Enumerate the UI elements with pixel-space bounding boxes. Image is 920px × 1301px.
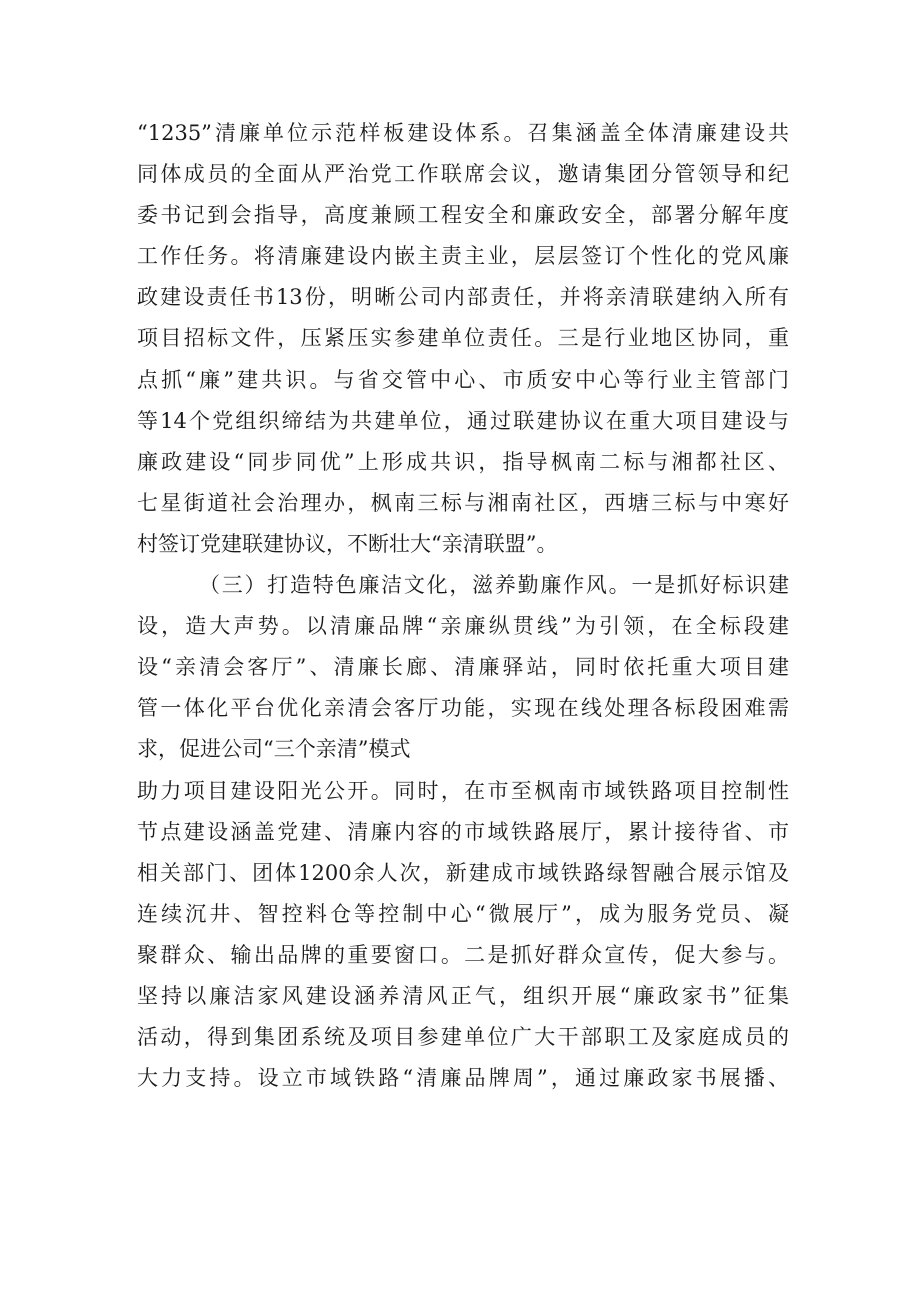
text-line: 设，造大声势。以清廉品牌“亲廉纵贯线”为引领，在全标段建 — [137, 614, 789, 639]
text-line: 廉政建设“同步同优”上形成共识，指导枫南二标与湘都社区、 — [137, 449, 789, 474]
text-line: 点抓“廉”建共识。与省交管中心、市质安中心等行业主管部门 — [137, 367, 789, 392]
text-line: 管一体化平台优化亲清会客厅功能，实现在线处理各标段困难需 — [137, 696, 789, 721]
text-line: 聚群众、输出品牌的重要窗口。二是抓好群众宣传，促大参与。 — [137, 942, 789, 967]
text-line: “1235”清廉单位示范样板建设体系。召集涵盖全体清廉建设共 — [137, 121, 789, 145]
body-text — [137, 113, 789, 1099]
text-line: 设“亲清会客厅”、清廉长廊、清廉驿站，同时依托重大项目建 — [137, 655, 789, 680]
text-line: 助力项目建设阳光公开。同时，在市至枫南市域铁路项目控制性 — [137, 778, 789, 803]
text-line: 工作任务。将清廉建设内嵌主责主业，层层签订个性化的党风廉 — [137, 244, 789, 269]
text-line: 坚持以廉洁家风建设涵养清风正气，组织开展“廉政家书”征集 — [137, 983, 789, 1008]
text-line: 连续沉井、智控料仓等控制中心“微展厅”，成为服务党员、凝 — [137, 901, 789, 926]
section-heading-line: （三）打造特色廉洁文化，滋养勤廉作风。一是抓好标识建 — [199, 573, 789, 598]
text-line: 同体成员的全面从严治党工作联席会议，邀请集团分管领导和纪 — [137, 162, 789, 187]
text-line: 等14个党组织缔结为共建单位，通过联建协议在重大项目建设与 — [137, 408, 789, 433]
text-line: 政建设责任书13份，明晰公司内部责任，并将亲清联建纳入所有 — [137, 285, 789, 310]
text-line: 项目招标文件，压紧压实参建单位责任。三是行业地区协同，重 — [137, 326, 789, 351]
text-line: 节点建设涵盖党建、清廉内容的市域铁路展厅，累计接待省、市 — [137, 819, 789, 844]
text-line: 委书记到会指导，高度兼顾工程安全和廉政安全，部署分解年度 — [137, 203, 789, 228]
text-line: 活动，得到集团系统及项目参建单位广大干部职工及家庭成员的 — [137, 1025, 789, 1050]
text-line: 相关部门、团体1200余人次，新建成市域铁路绿智融合展示馆及 — [137, 860, 789, 885]
text-line: 村签订党建联建协议，不断壮大“亲清联盟”。 — [137, 531, 558, 556]
text-line: 求，促进公司“三个亲清”模式 — [137, 737, 411, 762]
text-line: 大力支持。设立市域铁路“清廉品牌周”，通过廉政家书展播、 — [137, 1066, 789, 1091]
text-line: 七星街道社会治理办，枫南三标与湘南社区，西塘三标与中寒好 — [137, 490, 789, 515]
